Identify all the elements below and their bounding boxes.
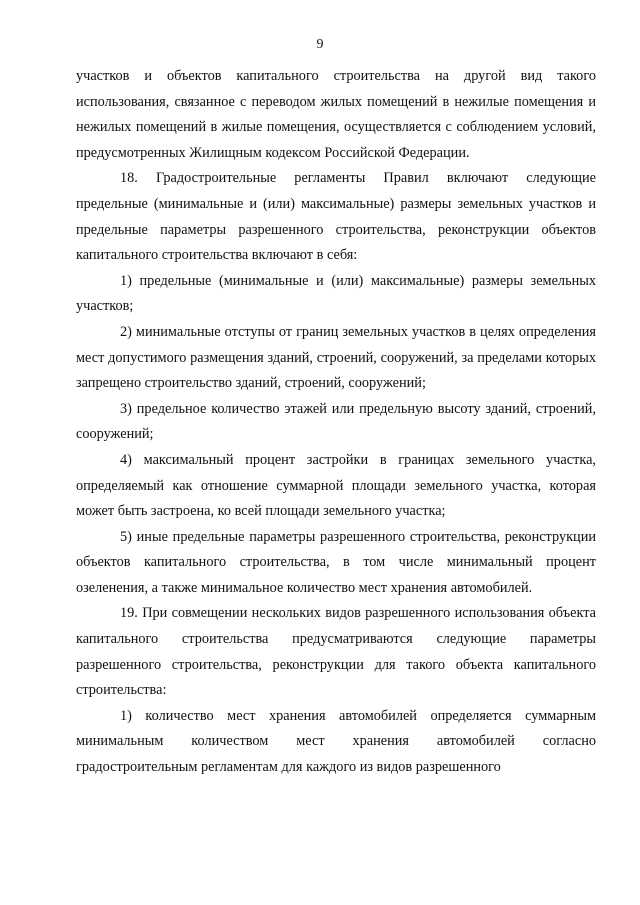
paragraph-item-18-5: 5) иные предельные параметры разрешенного строительства, реконструкции объектов капитального строительства, в том числе минимальный процент озеленения, а также минимальное количество мест хранения автомобилей. <box>76 528 596 596</box>
paragraph-item-18-3: 3) предельное количество этажей или предельную высоту зданий, строений, сооружений; <box>76 400 596 443</box>
paragraph-continuation: участков и объектов капитального строительства на другой вид такого использования, связанное с переводом жилых помещений в нежилые помещения и нежилых помещений в жилые помещения, осуществляется с соблюдением условий, предусмотренных Жилищным кодексом Российской Федерации. <box>76 68 596 161</box>
paragraph-item-19: 19. При совмещении нескольких видов разрешенного использования объекта капитального строительства предусматриваются следующие параметры разрешенного строительства, реконструкции для такого объекта капитального строительства: <box>76 605 596 699</box>
paragraph-item-18-4: 4) максимальный процент застройки в границах земельного участка, определяемый как отношение суммарной площади земельного участка, которая может быть застроена, ко всей площади земельного участка; <box>76 451 596 520</box>
paragraph-item-18-2: 2) минимальные отступы от границ земельных участков в целях определения мест допустимого размещения зданий, строений, сооружений, за пределами которых запрещено строительство зданий, строений, сооружений; <box>76 323 596 392</box>
paragraph-item-18: 18. Градостроительные регламенты Правил включают следующие предельные (минимальные и (или) максимальные) размеры земельных участков и предельные параметры разрешенного строительства, реконструкции объектов капитального строительства включают в себя: <box>76 170 596 264</box>
page-number: 9 <box>316 37 324 52</box>
paragraph-item-19-1: 1) количество мест хранения автомобилей определяется суммарным минимальным количеством мест хранения автомобилей согласно градостроительным регламентам для каждого из видов разрешенного <box>76 707 596 776</box>
document-body <box>76 64 596 781</box>
paragraph-item-18-1: 1) предельные (минимальные и (или) максимальные) размеры земельных участков; <box>76 272 596 315</box>
